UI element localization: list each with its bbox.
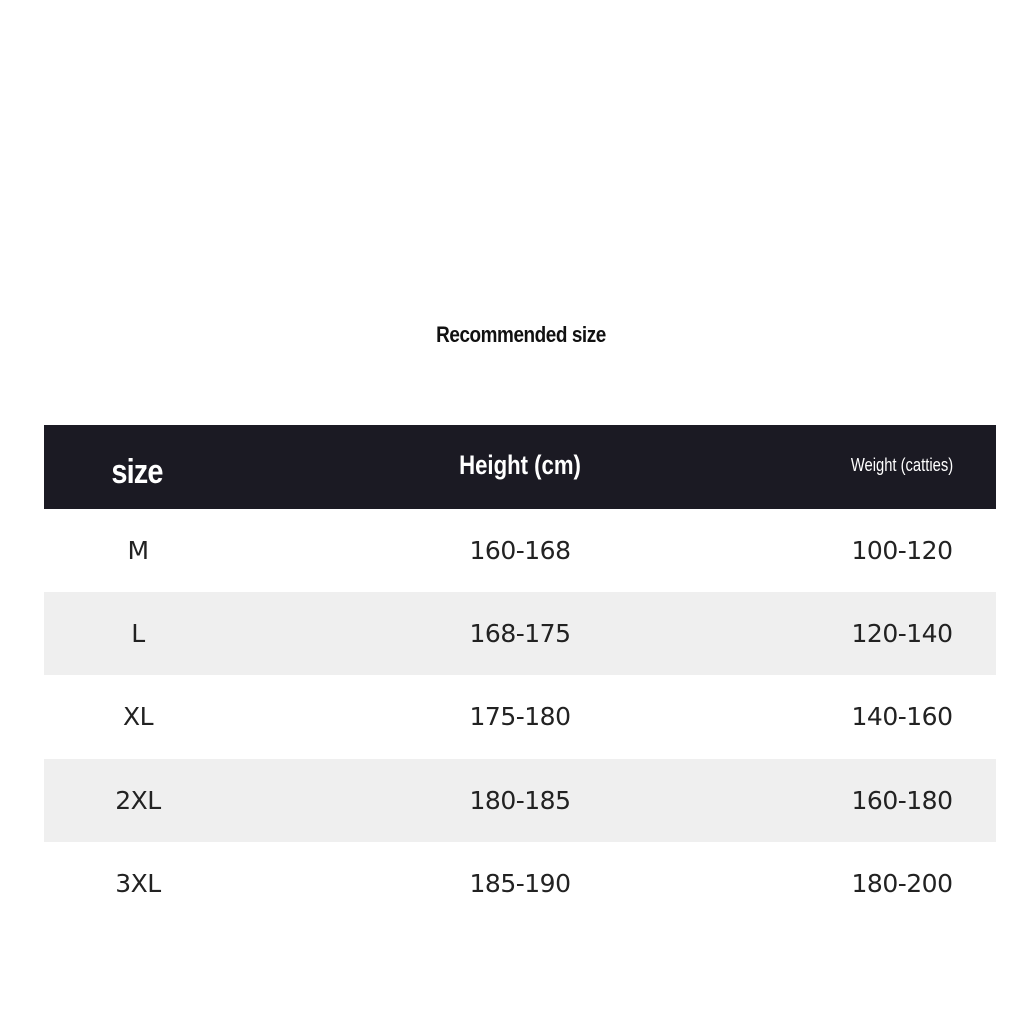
column-header-height: Height (cm) [459, 450, 581, 480]
cell-height: 168-175 [469, 619, 571, 649]
cell-weight: 140-160 [851, 702, 953, 732]
cell-size: M [127, 536, 149, 565]
table-header [44, 425, 996, 509]
column-header-size: size [111, 453, 163, 491]
table-row [44, 675, 996, 758]
cell-weight: 100-120 [851, 536, 953, 565]
cell-size: XL [122, 702, 154, 732]
table-row [44, 842, 996, 925]
column-header-weight: Weight (catties) [850, 455, 954, 475]
table-row [44, 592, 996, 675]
cell-height: 175-180 [469, 702, 571, 732]
cell-weight: 120-140 [851, 619, 953, 649]
cell-height: 180-185 [469, 785, 571, 815]
cell-size: 2XL [115, 785, 161, 815]
cell-weight: 180-200 [851, 868, 953, 898]
table-row [44, 509, 996, 592]
cell-size: 3XL [115, 868, 161, 898]
cell-height: 185-190 [469, 868, 571, 898]
cell-size: L [131, 619, 145, 649]
cell-weight: 160-180 [851, 785, 953, 815]
page-title: Recommended size [436, 322, 606, 347]
size-table [44, 425, 996, 925]
table-row [44, 759, 996, 842]
cell-height: 160-168 [469, 536, 571, 565]
